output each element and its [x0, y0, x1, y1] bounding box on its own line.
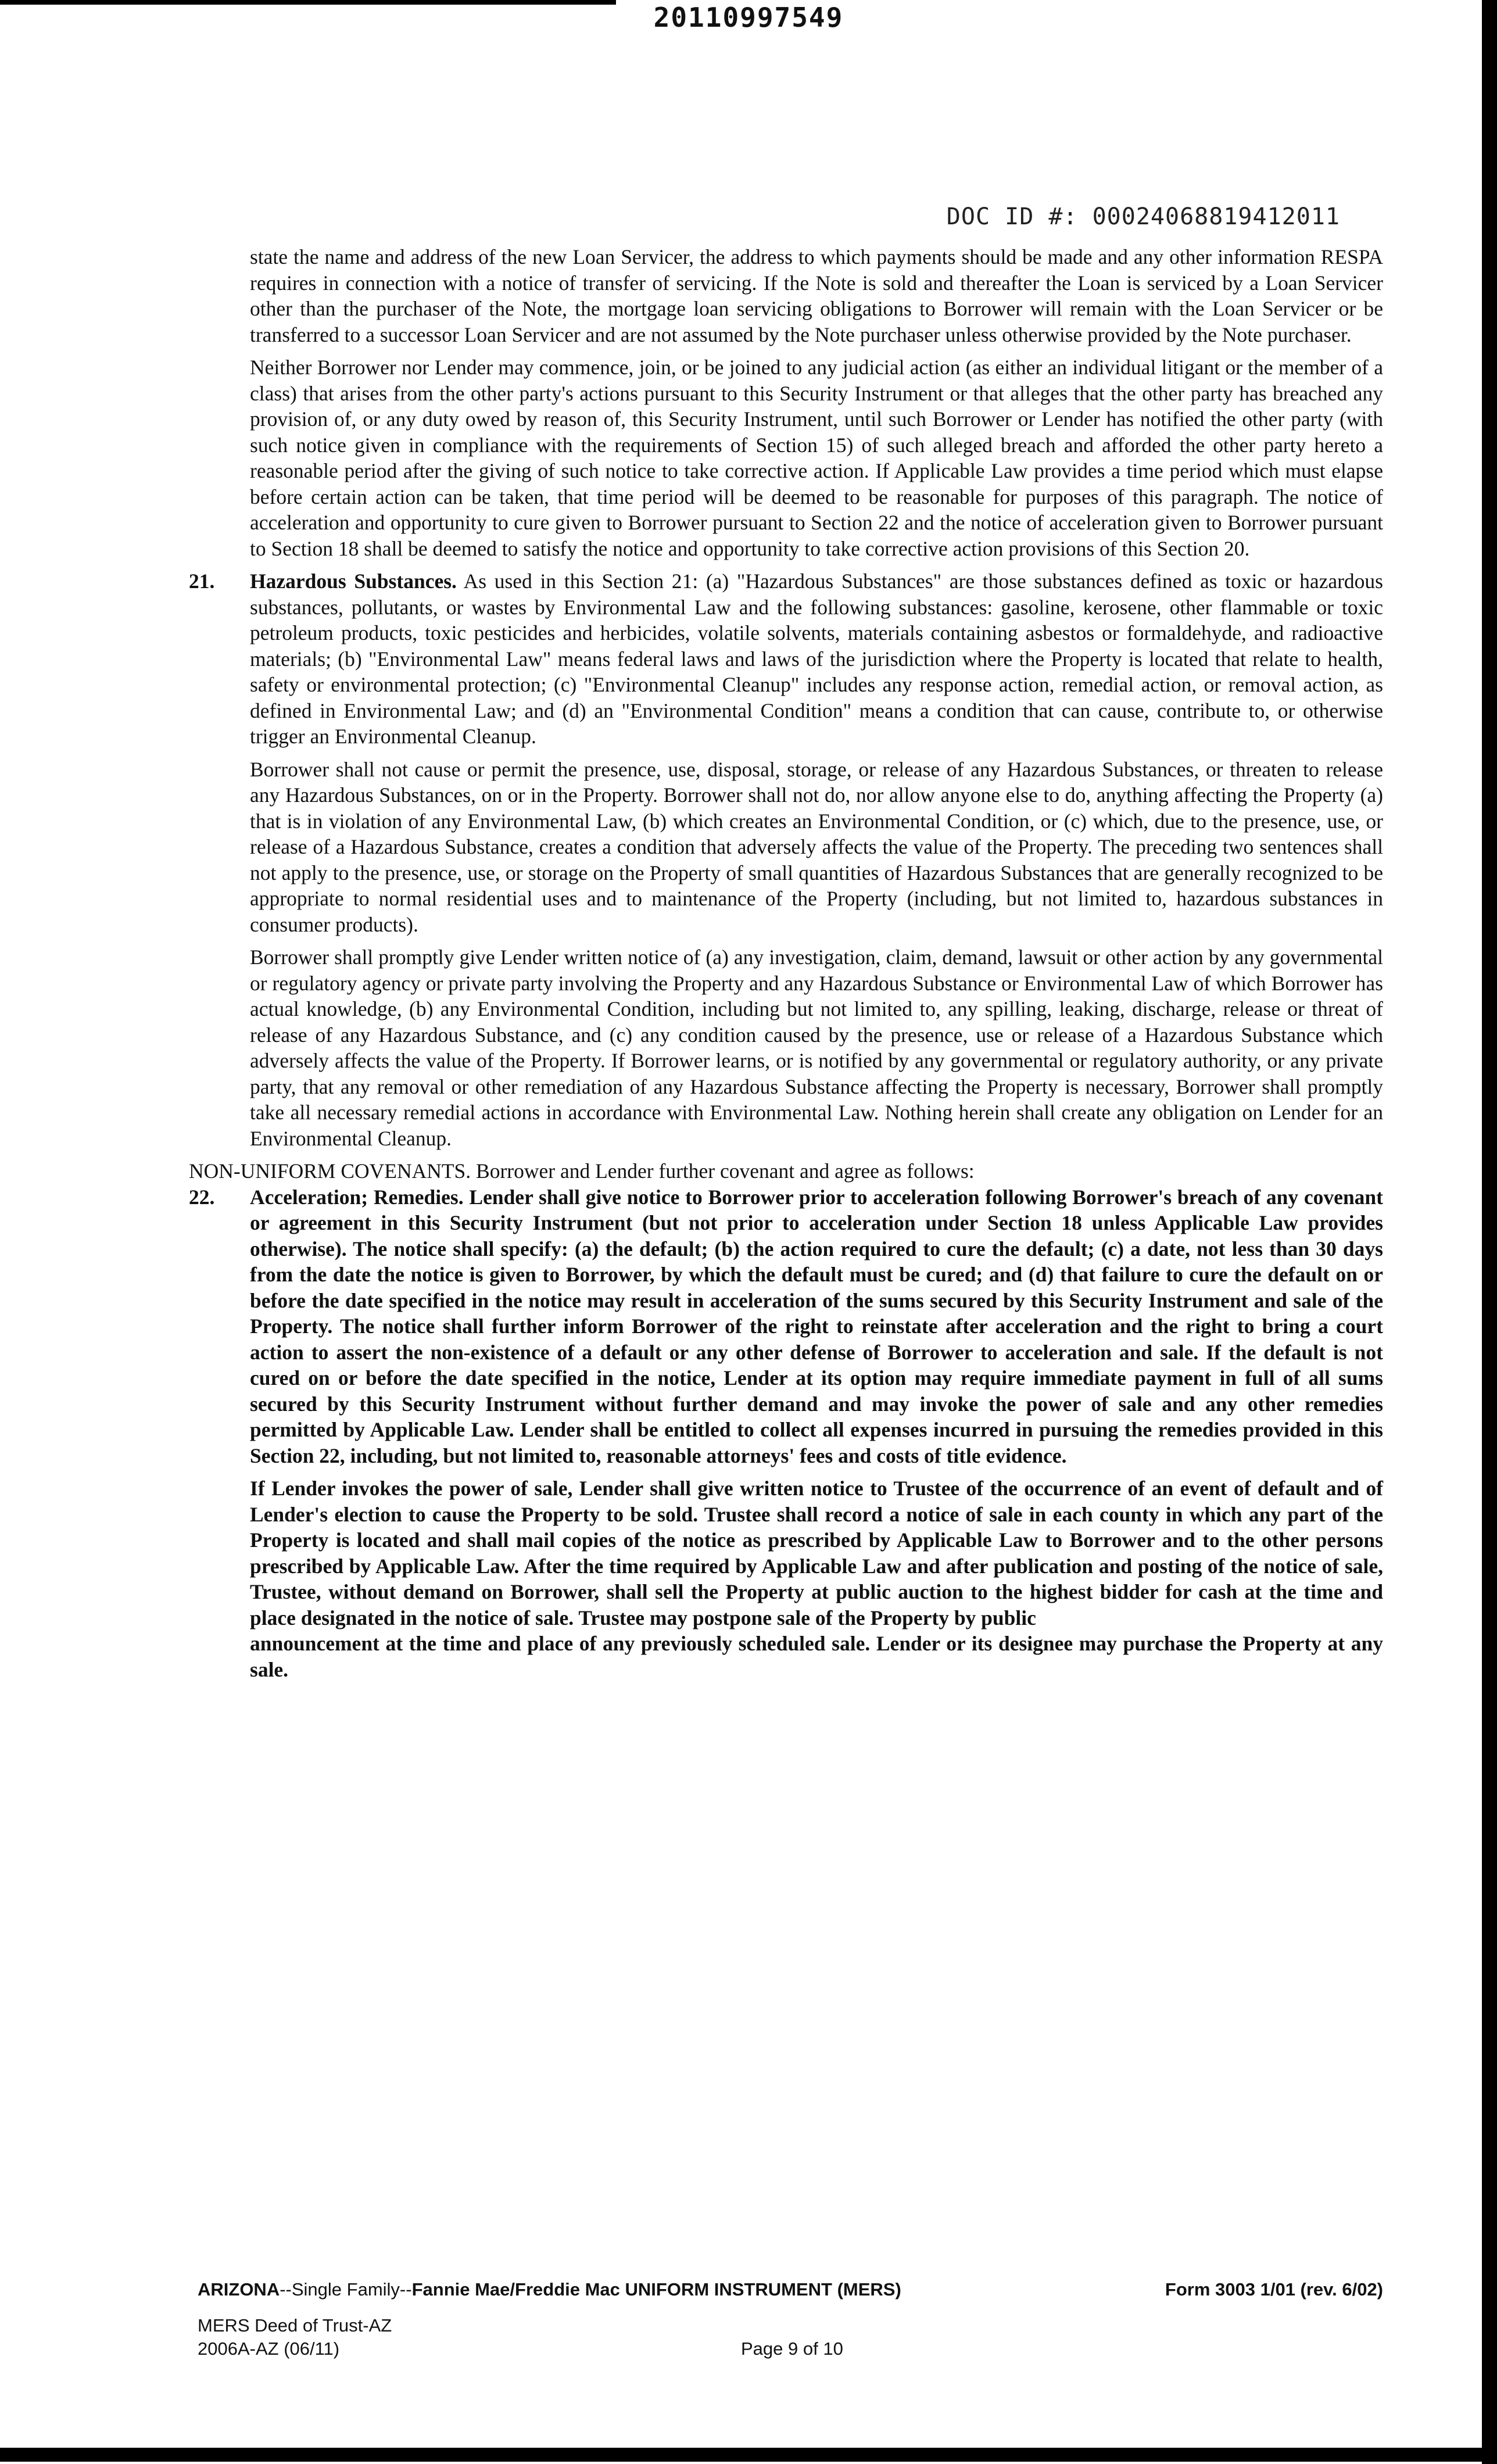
page-footer [198, 2278, 1383, 2361]
non-uniform-covenants-heading: NON-UNIFORM COVENANTS. Borrower and Lender further covenant and agree as follows: [189, 1159, 975, 1183]
paragraph-hazardous-notice: Borrower shall promptly give Lender written notice of (a) any investigation, claim, demand, lawsuit or other action by any governmental or regulatory agency or private party involving the Property and any Hazardous Substance or Environmental Law of which Borrower has actual knowledge, (b) any Environmental Condition, including but not limited to, any spilling, leaking, discharge, release or threat of release of any Hazardous Substance, and (c) any condition caused by the presence, use or release of a Hazardous Substance which adversely affects the value of the Property. If Borrower learns, or is notified by any governmental or regulatory authority, or any private party, that any removal or other remediation of any Hazardous Substance affecting the Property is necessary, Borrower shall promptly take all necessary remedial actions in accordance with Environmental Law. Nothing herein shall create any obligation on Lender for an Environmental Cleanup. [250, 946, 1383, 1150]
section-21-number: 21. [189, 570, 215, 593]
paragraph-judicial-action [189, 354, 1383, 561]
footer-family: --Single Family-- [280, 2279, 412, 2300]
doc-id: DOC ID #: 00024068819412011 [946, 203, 1340, 230]
footer-deed: MERS Deed of Trust-AZ [198, 2315, 392, 2336]
section-22 [189, 1184, 1383, 1469]
section-21 [189, 568, 1383, 750]
section-22-number: 22. [189, 1185, 215, 1209]
scan-border-right [1482, 0, 1497, 2464]
footer-state: ARIZONA [198, 2279, 280, 2300]
recording-number: 20110997549 [653, 2, 844, 33]
footer-instrument: Fannie Mae/Freddie Mac UNIFORM INSTRUMENT (MERS) [411, 2279, 901, 2300]
scan-border-bottom [0, 2448, 1497, 2462]
paragraph-hazardous-use: Borrower shall not cause or permit the presence, use, disposal, storage, or release of any Hazardous Substances, or threaten to release any Hazardous Substances, on or in the Property. Borrower shall not do, nor allow anyone else to do, anything affecting the Property (a) that is in violation of any Environmental Law, (b) which creates an Environmental Condition, or (c) which, due to the presence, use, or release of a Hazardous Substance, creates a condition that adversely affects the value of the Property. The preceding two sentences shall not apply to the presence, use, or storage on the Property of small quantities of Hazardous Substances that are generally recognized to be appropriate to normal residential uses and to maintenance of the Property (including, but not limited to, hazardous substances in consumer products). [250, 757, 1383, 936]
section-21-text [250, 568, 1383, 750]
footer-line-1 [198, 2278, 1383, 2301]
section-21-body: As used in this Section 21: (a) "Hazardous Substances" are those substances defined as toxic or hazardous substances, pollutants, or wastes by Environmental Law and the following substances: gasoline, kerosene, other flammable or toxic petroleum products, toxic pesticides and herbicides, volatile solvents, materials containing asbestos or formaldehyde, and radioactive materials; (b) "Environmental Law" means federal laws and laws of the jurisdiction where the Property is located that relate to health, safety or environmental protection; (c) "Environmental Cleanup" includes any response action, remedial action, or removal action, as defined in Environmental Law; and (d) an "Environmental Condition" means a condition that can cause, contribute to, or otherwise trigger an Environmental Cleanup. [250, 570, 1383, 748]
footer-line-3 [198, 2337, 1383, 2361]
document-body [189, 244, 1383, 1682]
page-number: Page 9 of 10 [741, 2338, 843, 2359]
section-21-title: Hazardous Substances. [250, 570, 457, 593]
paragraph-judicial-action-text: Neither Borrower nor Lender may commence, join, or be joined to any judicial action (as either an individual litigant or the member of a class) that arises from the other party's actions pursuant to this Security Instrument or that alleges that the other party has breached any provision of, or any duty owed by reason of, this Security Instrument, until such Borrower or Lender has notified the other party (with such notice given in compliance with the requirements of Section 15) of such alleged breach and afforded the other party hereto a reasonable period after the giving of such notice to take corrective action. If Applicable Law provides a time period which must elapse before certain action can be taken, that time period will be deemed to be reasonable for purposes of this paragraph. The notice of acceleration and opportunity to cure given to Borrower pursuant to Section 22 and the notice of acceleration given to Borrower pursuant to Section 18 shall be deemed to satisfy the notice and opportunity to take corrective action provisions of this Section 20. [250, 356, 1383, 560]
footer-code: 2006A-AZ (06/11) [198, 2338, 340, 2359]
paragraph-power-of-sale: If Lender invokes the power of sale, Lender shall give written notice to Trustee of the occurrence of an event of default and of Lender's election to cause the Property to be sold. Trustee shall record a notice of sale in each county in which any part of the Property is located and shall mail copies of the notice as prescribed by Applicable Law to Borrower and to the other persons prescribed by Applicable Law. After the time required by Applicable Law and after publication and posting of the notice of sale, Trustee, without demand on Borrower, shall sell the Property at public auction to the highest bidder for cash at the time and place designated in the notice of sale. Trustee may postpone sale of the Property by public [250, 1477, 1383, 1629]
section-22-text: Acceleration; Remedies. Lender shall give notice to Borrower prior to acceleration following Borrower's breach of any covenant or agreement in this Security Instrument (but not prior to acceleration under Section 18 unless Applicable Law provides otherwise). The notice shall specify: (a) the default; (b) the action required to cure the default; (c) a date, not less than 30 days from the date the notice is given to Borrower, by which the default must be cured; and (d) that failure to cure the default on or before the date specified in the notice may result in acceleration of the sums secured by this Security Instrument and sale of the Property. The notice shall further inform Borrower of the right to reinstate after acceleration and the right to bring a court action to assert the non-existence of a default or any other defense of Borrower to acceleration and sale. If the default is not cured on or before the date specified in the notice, Lender at its option may require immediate payment in full of all sums secured by this Security Instrument without further demand and may invoke the power of sale and any other remedies permitted by Applicable Law. Lender shall be entitled to collect all expenses incurred in pursuing the remedies provided in this Section 22, including, but not limited to, reasonable attorneys' fees and costs of title evidence. [250, 1185, 1383, 1467]
footer-instrument-title [198, 2278, 901, 2301]
paragraph-power-of-sale-continued: announcement at the time and place of any previously scheduled sale. Lender or its designee may purchase the Property at any sale. [250, 1632, 1383, 1681]
paragraph-loan-servicer: state the name and address of the new Loan Servicer, the address to which payments should be made and any other information RESPA requires in connection with a notice of transfer of servicing. If the Note is sold and thereafter the Loan is serviced by a Loan Servicer other than the purchaser of the Note, the mortgage loan servicing obligations to Borrower will remain with the Loan Servicer or be transferred to a successor Loan Servicer and are not assumed by the Note purchaser unless otherwise provided by the Note purchaser. [250, 245, 1383, 346]
footer-form-number: Form 3003 1/01 (rev. 6/02) [1165, 2279, 1383, 2300]
